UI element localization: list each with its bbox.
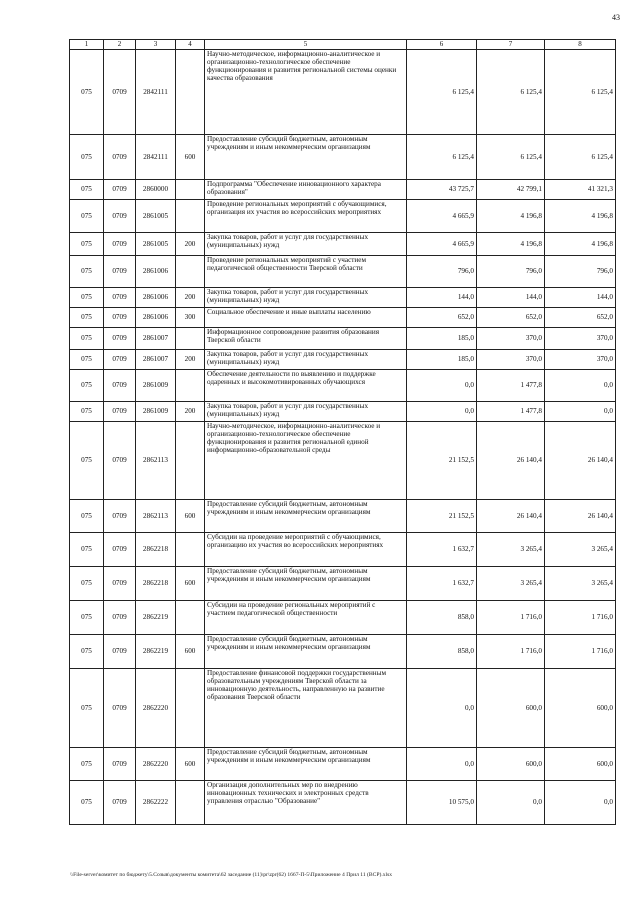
table-cell-c1: 075 — [70, 180, 104, 200]
table-cell-c3: 2842111 — [136, 135, 176, 180]
table-cell-c2: 0709 — [104, 669, 136, 748]
table-cell-desc: Предоставление субсидий бюджетным, автономным учреждениям и иным некоммерческим организациям — [205, 500, 407, 533]
table-cell-v6: 10 575,0 — [407, 781, 477, 825]
table-cell-desc: Закупка товаров, работ и услуг для государственных (муниципальных) нужд — [205, 402, 407, 422]
table-cell-v6: 43 725,7 — [407, 180, 477, 200]
table-cell-c4 — [176, 200, 205, 233]
table-cell-desc: Обеспечение деятельности по выявлению и поддержке одаренных и высокомотивированных обучающихся — [205, 370, 407, 402]
table-cell-c1: 075 — [70, 402, 104, 422]
table-cell-c4: 600 — [176, 567, 205, 601]
table-cell-v7: 3 265,4 — [477, 567, 545, 601]
table-row — [70, 567, 616, 601]
table-cell-c1: 075 — [70, 350, 104, 370]
table-cell-v8: 600,0 — [545, 748, 616, 781]
table-cell-c3: 2862113 — [136, 422, 176, 500]
table-cell-c2: 0709 — [104, 533, 136, 567]
table-row — [70, 350, 616, 370]
table-cell-c4 — [176, 781, 205, 825]
table-cell-v8: 600,0 — [545, 669, 616, 748]
table-cell-c3: 2842111 — [136, 50, 176, 135]
table-cell-c1: 075 — [70, 635, 104, 669]
column-header: 7 — [477, 40, 545, 50]
table-row — [70, 402, 616, 422]
table-cell-c1: 075 — [70, 308, 104, 328]
table-cell-v7: 796,0 — [477, 256, 545, 288]
table-cell-desc: Социальное обеспечение и иные выплаты населению — [205, 308, 407, 328]
table-cell-v6: 0,0 — [407, 370, 477, 402]
table-cell-v7: 0,0 — [477, 781, 545, 825]
table-cell-v7: 3 265,4 — [477, 533, 545, 567]
table-cell-v7: 26 140,4 — [477, 422, 545, 500]
table-cell-desc: Субсидии на проведение мероприятий с обучающимися, организацию их участия во всероссийских мероприятиях — [205, 533, 407, 567]
table-cell-c3: 2861006 — [136, 256, 176, 288]
table-row — [70, 308, 616, 328]
table-cell-desc: Закупка товаров, работ и услуг для государственных (муниципальных) нужд — [205, 233, 407, 256]
table-cell-c3: 2861005 — [136, 233, 176, 256]
table-cell-v6: 796,0 — [407, 256, 477, 288]
table-cell-c3: 2861009 — [136, 402, 176, 422]
table-row — [70, 135, 616, 180]
table-row — [70, 781, 616, 825]
column-header: 4 — [176, 40, 205, 50]
table-cell-desc: Научно-методическое, информационно-аналитическое и организационно-технологическое обеспечение функционирования и развития региональной системы оценки качества образования — [205, 50, 407, 135]
table-cell-c4 — [176, 180, 205, 200]
table-cell-v8: 3 265,4 — [545, 567, 616, 601]
table-cell-v7: 652,0 — [477, 308, 545, 328]
table-cell-v8: 796,0 — [545, 256, 616, 288]
table-cell-c2: 0709 — [104, 256, 136, 288]
page-number: 43 — [612, 13, 620, 22]
table-cell-v6: 185,0 — [407, 328, 477, 350]
table-cell-v8: 4 196,8 — [545, 200, 616, 233]
table-cell-c1: 075 — [70, 500, 104, 533]
table-cell-v8: 0,0 — [545, 370, 616, 402]
table-cell-v7: 26 140,4 — [477, 500, 545, 533]
table-cell-v7: 1 716,0 — [477, 635, 545, 669]
table-cell-c3: 2862218 — [136, 567, 176, 601]
table-cell-c1: 075 — [70, 422, 104, 500]
table-row — [70, 533, 616, 567]
table-cell-c4 — [176, 601, 205, 635]
table-cell-desc: Научно-методическое, информационно-аналитическое и организационно-технологическое обеспечение функционирования и развития региональной единой информационно-образовательной среды — [205, 422, 407, 500]
table-cell-c1: 075 — [70, 601, 104, 635]
table-row — [70, 233, 616, 256]
table-cell-c2: 0709 — [104, 781, 136, 825]
table-cell-v7: 42 799,1 — [477, 180, 545, 200]
table-cell-desc: Предоставление субсидий бюджетным, автономным учреждениям и иным некоммерческим организациям — [205, 567, 407, 601]
table-cell-desc: Предоставление финансовой поддержки государственным образовательным учреждениям Тверской области за инновационную деятельность, направленную на развитие образования Тверской области — [205, 669, 407, 748]
table-cell-v7: 6 125,4 — [477, 135, 545, 180]
column-header: 3 — [136, 40, 176, 50]
table-cell-c4 — [176, 669, 205, 748]
table-cell-v7: 600,0 — [477, 748, 545, 781]
table-cell-v6: 0,0 — [407, 669, 477, 748]
table-cell-v6: 144,0 — [407, 288, 477, 308]
table-cell-c2: 0709 — [104, 308, 136, 328]
table-cell-v6: 858,0 — [407, 635, 477, 669]
table-cell-v7: 1 477,8 — [477, 402, 545, 422]
table-row — [70, 500, 616, 533]
table-cell-v6: 185,0 — [407, 350, 477, 370]
table-cell-c4 — [176, 533, 205, 567]
table-cell-v8: 652,0 — [545, 308, 616, 328]
table-cell-c3: 2861009 — [136, 370, 176, 402]
table-cell-c3: 2861007 — [136, 328, 176, 350]
table-cell-c2: 0709 — [104, 567, 136, 601]
table-cell-c3: 2861006 — [136, 308, 176, 328]
table-cell-v6: 21 152,5 — [407, 422, 477, 500]
table-cell-v7: 144,0 — [477, 288, 545, 308]
table-cell-c2: 0709 — [104, 500, 136, 533]
table-cell-v8: 1 716,0 — [545, 601, 616, 635]
table-cell-v6: 21 152,5 — [407, 500, 477, 533]
table-cell-c3: 2861007 — [136, 350, 176, 370]
table-cell-c1: 075 — [70, 781, 104, 825]
table-cell-v6: 652,0 — [407, 308, 477, 328]
table-cell-v6: 6 125,4 — [407, 135, 477, 180]
table-cell-v6: 6 125,4 — [407, 50, 477, 135]
table-cell-c1: 075 — [70, 288, 104, 308]
header-row — [70, 40, 616, 50]
table-cell-c1: 075 — [70, 533, 104, 567]
table-cell-c2: 0709 — [104, 180, 136, 200]
table-cell-c3: 2862219 — [136, 601, 176, 635]
table-cell-desc: Субсидии на проведение региональных мероприятий с участием педагогической общественности — [205, 601, 407, 635]
table-cell-c2: 0709 — [104, 422, 136, 500]
table-cell-v8: 1 716,0 — [545, 635, 616, 669]
table-cell-v8: 6 125,4 — [545, 50, 616, 135]
table-cell-desc: Подпрограмма "Обеспечение инновационного характера образования" — [205, 180, 407, 200]
table-cell-v6: 4 665,9 — [407, 233, 477, 256]
table-cell-v8: 0,0 — [545, 781, 616, 825]
table-cell-c1: 075 — [70, 370, 104, 402]
table-cell-c4: 600 — [176, 748, 205, 781]
table-cell-c2: 0709 — [104, 328, 136, 350]
table-cell-v8: 41 321,3 — [545, 180, 616, 200]
table-cell-c4: 600 — [176, 635, 205, 669]
table-cell-v7: 1 477,8 — [477, 370, 545, 402]
table-row — [70, 50, 616, 135]
table-row — [70, 601, 616, 635]
table-cell-v7: 370,0 — [477, 328, 545, 350]
table-cell-desc: Проведение региональных мероприятий с обучающимися, организация их участия во всероссийских мероприятиях — [205, 200, 407, 233]
table-cell-v7: 4 196,8 — [477, 233, 545, 256]
table-cell-c2: 0709 — [104, 635, 136, 669]
table-cell-c3: 2862220 — [136, 748, 176, 781]
table-cell-v8: 144,0 — [545, 288, 616, 308]
table-cell-c4: 200 — [176, 350, 205, 370]
table-cell-c1: 075 — [70, 256, 104, 288]
table-row — [70, 288, 616, 308]
table-row — [70, 422, 616, 500]
table-cell-v7: 600,0 — [477, 669, 545, 748]
table-cell-c1: 075 — [70, 669, 104, 748]
table-cell-c2: 0709 — [104, 350, 136, 370]
table-cell-v7: 4 196,8 — [477, 200, 545, 233]
table-cell-c3: 2861006 — [136, 288, 176, 308]
table-cell-c3: 2862219 — [136, 635, 176, 669]
table-cell-desc: Предоставление субсидий бюджетным, автономным учреждениям и иным некоммерческим организациям — [205, 748, 407, 781]
table-cell-c2: 0709 — [104, 50, 136, 135]
table-cell-c4 — [176, 328, 205, 350]
column-header: 5 — [205, 40, 407, 50]
table-cell-c1: 075 — [70, 50, 104, 135]
table-cell-c2: 0709 — [104, 288, 136, 308]
table-cell-c2: 0709 — [104, 135, 136, 180]
table-cell-v7: 1 716,0 — [477, 601, 545, 635]
table-cell-c4: 200 — [176, 402, 205, 422]
column-header: 6 — [407, 40, 477, 50]
table-cell-v8: 0,0 — [545, 402, 616, 422]
table-cell-c4: 200 — [176, 288, 205, 308]
budget-table — [69, 39, 616, 825]
table-cell-c1: 075 — [70, 233, 104, 256]
table-cell-desc: Закупка товаров, работ и услуг для государственных (муниципальных) нужд — [205, 350, 407, 370]
table-cell-c4: 200 — [176, 233, 205, 256]
table-cell-c4 — [176, 370, 205, 402]
column-header: 1 — [70, 40, 104, 50]
table-cell-c4 — [176, 256, 205, 288]
table-row — [70, 200, 616, 233]
table-cell-c4: 600 — [176, 135, 205, 180]
table-cell-v6: 4 665,9 — [407, 200, 477, 233]
table-cell-v6: 0,0 — [407, 402, 477, 422]
table-cell-c4: 300 — [176, 308, 205, 328]
table-row — [70, 635, 616, 669]
table-row — [70, 256, 616, 288]
table-cell-c2: 0709 — [104, 370, 136, 402]
table-cell-c4 — [176, 50, 205, 135]
table-cell-desc: Предоставление субсидий бюджетным, автономным учреждениям и иным некоммерческим организациям — [205, 135, 407, 180]
table-cell-c2: 0709 — [104, 601, 136, 635]
table-cell-v8: 6 125,4 — [545, 135, 616, 180]
footer-file-path: \\File-server\комитет по бюджету\5.Созыв\документы комитета\62 заседание (11)\pr\zpr(62) 1667-П-5\Приложение 4 Прил 11 (ВСР).xlsx — [70, 872, 393, 878]
column-header: 8 — [545, 40, 616, 50]
table-cell-v7: 370,0 — [477, 350, 545, 370]
table-cell-v8: 3 265,4 — [545, 533, 616, 567]
table-cell-desc: Информационное сопровождение развития образования Тверской области — [205, 328, 407, 350]
table-cell-c2: 0709 — [104, 748, 136, 781]
table-cell-v6: 0,0 — [407, 748, 477, 781]
table-cell-v6: 1 632,7 — [407, 567, 477, 601]
table-cell-c1: 075 — [70, 135, 104, 180]
table-cell-c3: 2861005 — [136, 200, 176, 233]
table-cell-desc: Предоставление субсидий бюджетным, автономным учреждениям и иным некоммерческим организациям — [205, 635, 407, 669]
table-cell-c1: 075 — [70, 200, 104, 233]
table-cell-c3: 2860000 — [136, 180, 176, 200]
table-row — [70, 180, 616, 200]
table-row — [70, 328, 616, 350]
table-cell-c3: 2862218 — [136, 533, 176, 567]
table-cell-v8: 370,0 — [545, 350, 616, 370]
table-cell-c1: 075 — [70, 328, 104, 350]
table-cell-desc: Закупка товаров, работ и услуг для государственных (муниципальных) нужд — [205, 288, 407, 308]
table-cell-c2: 0709 — [104, 200, 136, 233]
table-cell-v8: 4 196,8 — [545, 233, 616, 256]
table-cell-c3: 2862113 — [136, 500, 176, 533]
table-cell-c1: 075 — [70, 748, 104, 781]
table-cell-v8: 370,0 — [545, 328, 616, 350]
table-row — [70, 748, 616, 781]
table-cell-c4: 600 — [176, 500, 205, 533]
table-cell-c3: 2862222 — [136, 781, 176, 825]
table-cell-c2: 0709 — [104, 233, 136, 256]
table-cell-v6: 858,0 — [407, 601, 477, 635]
table-cell-c1: 075 — [70, 567, 104, 601]
table-cell-desc: Организация дополнительных мер по внедрению инновационных технических и электронных средств управления отраслью "Образование" — [205, 781, 407, 825]
table-row — [70, 669, 616, 748]
table-cell-v7: 6 125,4 — [477, 50, 545, 135]
table-cell-c3: 2862220 — [136, 669, 176, 748]
table-cell-v8: 26 140,4 — [545, 500, 616, 533]
table-cell-v8: 26 140,4 — [545, 422, 616, 500]
table-row — [70, 370, 616, 402]
table-cell-c2: 0709 — [104, 402, 136, 422]
table-cell-c4 — [176, 422, 205, 500]
table-cell-desc: Проведение региональных мероприятий с участием педагогической общественности Тверской области — [205, 256, 407, 288]
table-cell-v6: 1 632,7 — [407, 533, 477, 567]
column-header: 2 — [104, 40, 136, 50]
